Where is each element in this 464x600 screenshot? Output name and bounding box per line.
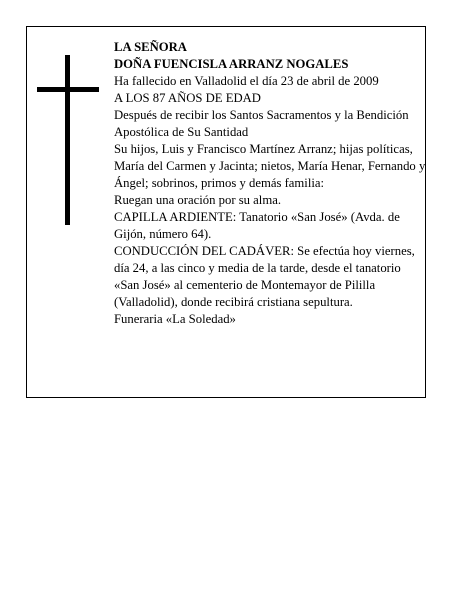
family-statement: Su hijos, Luis y Francisco Martínez Arranz; hijas políticas, María del Carmen y Jacinta; nietos, María Henar, Fernando y Ángel; sobrinos, primos y demás familia: <box>114 142 426 190</box>
age-statement: A LOS 87 AÑOS DE EDAD <box>114 91 261 105</box>
chapel-info: CAPILLA ARDIENTE: Tanatorio «San José» (Avda. de Gijón, número 64). <box>114 210 400 241</box>
obituary-notice <box>26 26 426 398</box>
cross-horizontal-bar <box>37 87 99 92</box>
funeral-home: Funeraria «La Soledad» <box>114 312 236 326</box>
notice-title: LA SEÑORA <box>114 40 187 54</box>
sacraments-statement: Después de recibir los Santos Sacramentos y la Bendición Apostólica de Su Santidad <box>114 108 409 139</box>
latin-cross-icon <box>37 55 99 225</box>
prayer-request: Ruegan una oración por su alma. <box>114 193 282 207</box>
deceased-name: DOÑA FUENCISLA ARRANZ NOGALES <box>114 57 349 71</box>
notice-text <box>114 39 426 328</box>
procession-info: CONDUCCIÓN DEL CADÁVER: Se efectúa hoy viernes, día 24, a las cinco y media de la tarde, desde el tanatorio «San José» al cementerio de Montemayor de Pililla (Valladolid), donde recibirá cristiana sepultura. <box>114 244 415 309</box>
death-statement: Ha fallecido en Valladolid el día 23 de abril de 2009 <box>114 74 379 88</box>
cross-vertical-bar <box>65 55 70 225</box>
